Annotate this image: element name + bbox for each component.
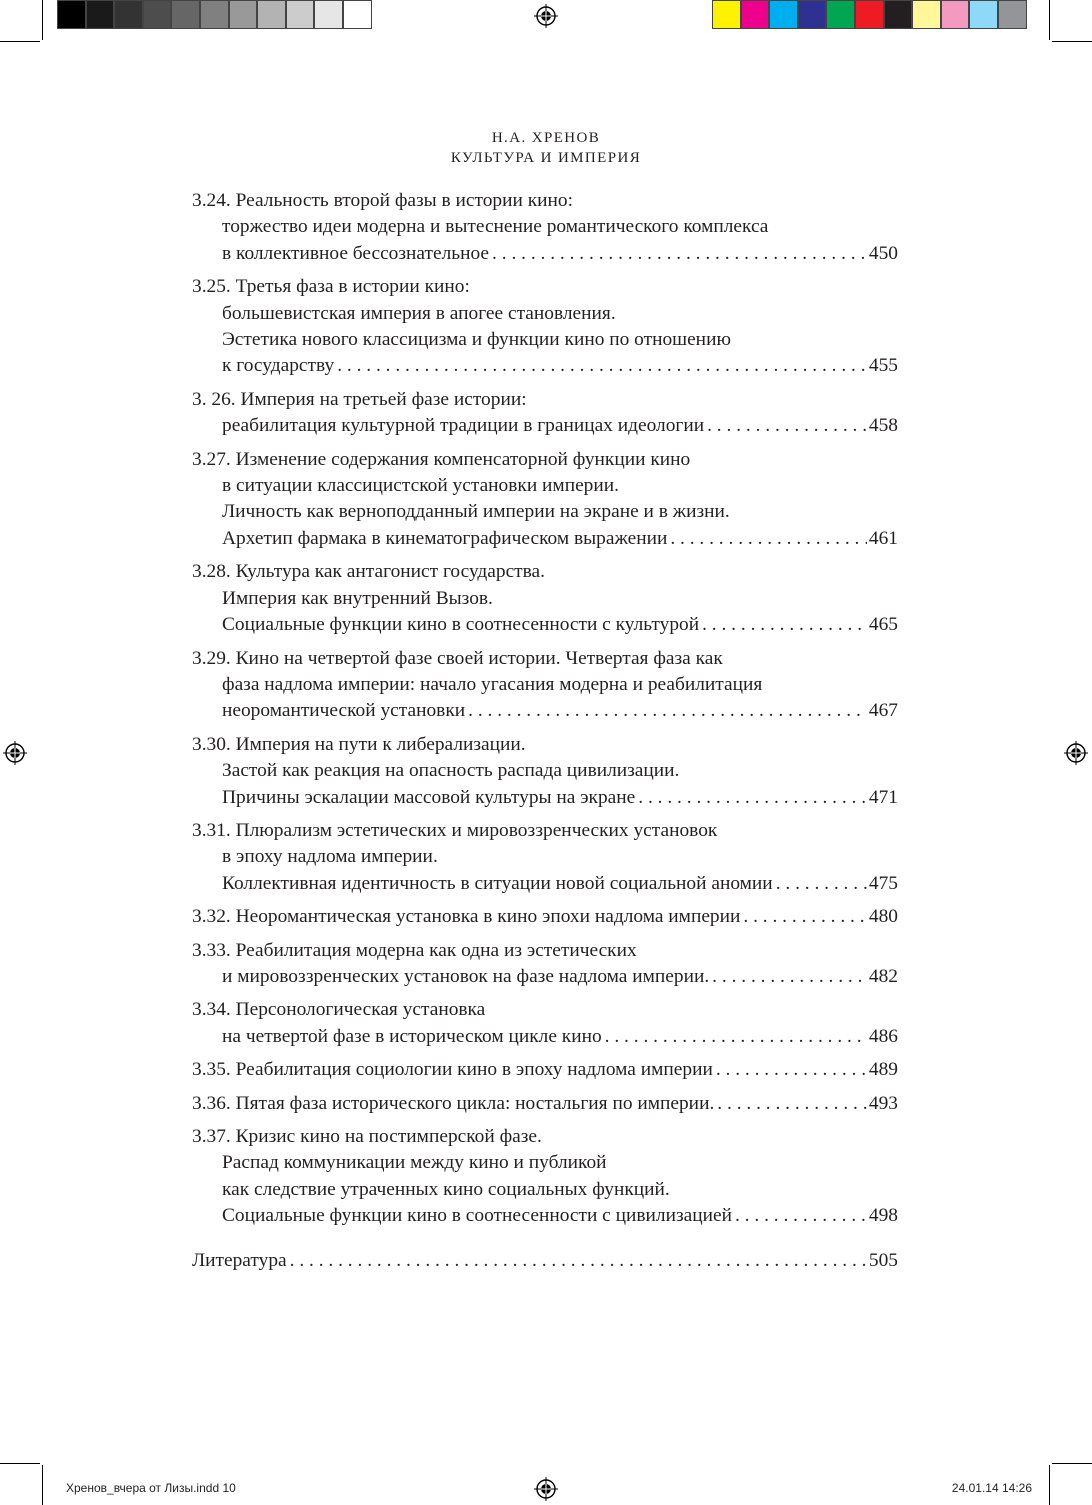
toc-entry-line: в эпоху надлома империи. (222, 846, 438, 868)
toc-entry-line: Распад коммуникации между кино и публикой (222, 1152, 607, 1174)
toc-entry-line: неоромантической установки (222, 700, 466, 722)
toc-entry[interactable] (192, 997, 898, 1050)
toc-entry-line: 3.28. Культура как антагонист государства. (192, 561, 546, 583)
dot-leader (740, 904, 867, 930)
toc-entry[interactable] (192, 646, 898, 725)
toc-entries (192, 188, 898, 1230)
color-swatch (969, 0, 998, 29)
crop-mark-left-top (0, 41, 40, 42)
grayscale-color-bar (57, 0, 372, 31)
toc-entry[interactable] (192, 904, 898, 930)
color-swatch (257, 0, 286, 29)
toc-entry-line: Застой как реакция на опасность распада цивилизации. (222, 760, 680, 782)
color-swatch (941, 0, 970, 29)
color-swatch (798, 0, 827, 29)
color-swatch (712, 0, 741, 29)
toc-entry-line: на четвертой фазе в историческом цикле кино (222, 1025, 602, 1047)
toc-page-number: 458 (868, 415, 898, 437)
toc-page-number: 482 (868, 965, 898, 987)
registration-mark-icon (3, 741, 27, 765)
toc-entry-line: 3.35. Реабилитация социологии кино в эпоху надлома империи (192, 1059, 713, 1081)
toc-entry-line: 3.33. Реабилитация модерна как одна из эстетических (192, 939, 637, 961)
toc-entry[interactable] (192, 447, 898, 553)
toc-entry-line: 3.32. Неоромантическая установка в кино эпохи надлома империи (192, 906, 741, 928)
toc-page-number: 471 (868, 786, 898, 808)
crop-mark-top-right (1049, 0, 1050, 40)
dot-leader (334, 353, 867, 379)
toc-entry-line: 3. 26. Империя на третьей фазе истории: (192, 388, 527, 410)
toc-entry-line: 3.31. Плюрализм эстетических и мировоззренческих установок (192, 819, 718, 841)
toc-entry-line: 3.30. Империя на пути к либерализации. (192, 733, 526, 755)
dot-leader (489, 241, 867, 267)
toc-entry[interactable] (192, 274, 898, 380)
toc-page-number: 461 (868, 527, 898, 549)
dot-leader (287, 1248, 867, 1274)
toc-page-number: 465 (868, 614, 898, 636)
dot-leader (704, 413, 867, 439)
toc-entry[interactable] (192, 732, 898, 811)
toc-entry[interactable] (192, 387, 898, 440)
color-swatch (826, 0, 855, 29)
crop-mark-right-top (1052, 41, 1092, 42)
dot-leader (667, 526, 867, 552)
toc-entry-line: Социальные функции кино в соотнесенности с цивилизацией (222, 1205, 732, 1227)
color-swatch (855, 0, 884, 29)
toc-entry[interactable] (192, 1057, 898, 1083)
dot-leader (635, 785, 867, 811)
toc-entry[interactable] (192, 188, 898, 267)
toc-page-number: 455 (868, 355, 898, 377)
registration-mark-icon (534, 4, 558, 28)
toc-entry-line: в коллективное бессознательное (222, 242, 490, 264)
toc-entry-line: Архетип фармака в кинематографическом выражении (222, 527, 668, 549)
running-head-author: Н.А. ХРЕНОВ (491, 130, 601, 146)
color-swatch (741, 0, 770, 29)
toc-entry-line: 3.37. Кризис кино на постимперской фазе. (192, 1126, 542, 1147)
color-swatch (86, 0, 115, 29)
toc-entry-label: Литература (192, 1249, 287, 1271)
registration-mark-icon (534, 1477, 558, 1501)
table-of-contents (192, 188, 898, 1281)
toc-page-number: 480 (868, 906, 898, 928)
toc-entry-line: Империя как внутренний Вызов. (222, 587, 493, 609)
toc-entry-line: Социальные функции кино в соотнесенности с культурой (222, 614, 700, 636)
toc-entry-line: Личность как верноподданный империи на экране и в жизни. (222, 501, 730, 523)
toc-page-number: 498 (868, 1205, 898, 1227)
color-swatch (286, 0, 315, 29)
color-swatch (114, 0, 143, 29)
toc-entry[interactable] (192, 1124, 898, 1230)
toc-page-number: 505 (868, 1249, 898, 1271)
toc-entry[interactable] (192, 1091, 898, 1117)
toc-entry-line: и мировоззренческих установок на фазе надлома империи. (222, 965, 710, 987)
toc-entry-line: к государству (222, 355, 335, 377)
toc-entry[interactable] (192, 559, 898, 638)
toc-entry-line: реабилитация культурной традиции в границах идеологии (222, 415, 705, 437)
dot-leader (714, 1091, 867, 1117)
toc-entry-line: Эстетика нового классицизма и функции кино по отношению (222, 329, 731, 351)
color-swatch (998, 0, 1027, 29)
crop-mark-top-left (42, 0, 43, 40)
toc-page-number: 493 (868, 1092, 898, 1114)
toc-entry-line: торжество идеи модерна и вытеснение романтического комплекса (222, 216, 769, 238)
toc-entry-line: 3.25. Третья фаза в истории кино: (192, 276, 470, 298)
toc-entry-line: большевистская империя в апогее становления. (222, 302, 616, 324)
toc-entry-line: 3.27. Изменение содержания компенсаторной функции кино (192, 448, 691, 470)
dot-leader (699, 612, 867, 638)
dot-leader (773, 871, 867, 897)
toc-entry-line: фаза надлома империи: начало угасания модерна и реабилитация (222, 673, 763, 695)
toc-page-number: 475 (868, 872, 898, 894)
toc-entry-line: 3.36. Пятая фаза исторического цикла: ностальгия по империи. (192, 1092, 715, 1114)
dot-leader (709, 964, 867, 990)
slug-datetime: 24.01.14 14:26 (951, 1481, 1032, 1495)
color-swatch (343, 0, 372, 29)
color-swatch (57, 0, 86, 29)
color-swatch (229, 0, 258, 29)
toc-entry-line: Коллективная идентичность в ситуации новой социальной аномии (222, 872, 773, 894)
registration-mark-icon (1064, 741, 1088, 765)
crop-mark-right-bottom (1052, 1463, 1092, 1464)
toc-entry-line: Причины эскалации массовой культуры на экране (222, 786, 636, 808)
dot-leader (713, 1057, 867, 1083)
dot-leader (732, 1203, 867, 1229)
toc-entry[interactable] (192, 938, 898, 991)
dot-leader (602, 1024, 867, 1050)
toc-page-number: 486 (868, 1025, 898, 1047)
color-swatch (912, 0, 941, 29)
crop-mark-left-bottom (0, 1463, 40, 1464)
toc-entry-literature[interactable] (192, 1248, 898, 1274)
color-swatch (769, 0, 798, 29)
toc-entry-line: 3.29. Кино на четвертой фазе своей истории. Четвертая фаза как (192, 647, 723, 669)
toc-entry-line: 3.34. Персонологическая установка (192, 999, 486, 1021)
toc-page-number: 489 (868, 1059, 898, 1081)
color-swatch (884, 0, 913, 29)
dot-leader (465, 698, 867, 724)
color-swatch (171, 0, 200, 29)
crop-mark-bottom-left (42, 1465, 43, 1505)
cmyk-color-bar (712, 0, 1027, 31)
toc-entry-line: в ситуации классицистской установки империи. (222, 475, 619, 497)
toc-page-number: 467 (868, 700, 898, 722)
toc-entry-line: 3.24. Реальность второй фазы в истории кино: (192, 190, 573, 211)
toc-page-number: 450 (868, 242, 898, 264)
toc-entry-line: как следствие утраченных кино социальных функций. (222, 1178, 670, 1200)
color-swatch (200, 0, 229, 29)
slug-filename: Хренов_вчера от Лизы.indd 10 (66, 1481, 236, 1495)
crop-mark-bottom-right (1049, 1465, 1050, 1505)
running-head-title: КУЛЬТУРА И ИМПЕРИЯ (450, 150, 642, 166)
color-swatch (314, 0, 343, 29)
toc-entry[interactable] (192, 818, 898, 897)
color-swatch (143, 0, 172, 29)
